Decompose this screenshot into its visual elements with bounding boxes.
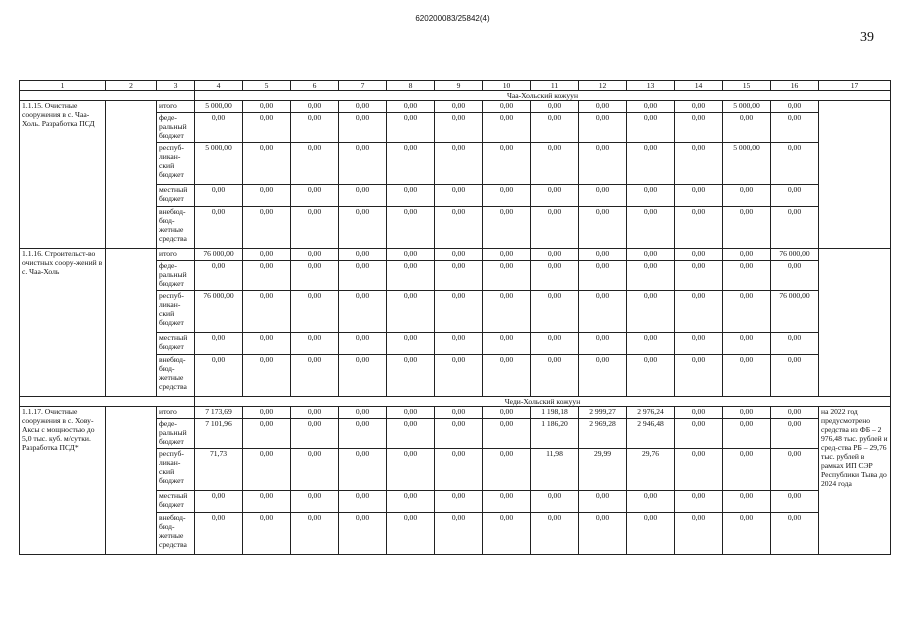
value-cell: 0,00: [723, 185, 771, 207]
value-cell: 0,00: [435, 355, 483, 397]
value-cell: 0,00: [435, 419, 483, 449]
value-cell: 0,00: [195, 185, 243, 207]
value-cell: 0,00: [723, 333, 771, 355]
project-note: [819, 101, 891, 249]
value-cell: 0,00: [243, 113, 291, 143]
value-cell: 0,00: [483, 407, 531, 419]
value-cell: 0,00: [675, 185, 723, 207]
value-cell: 0,00: [291, 407, 339, 419]
value-cell: 0,00: [579, 355, 627, 397]
value-cell: 0,00: [675, 407, 723, 419]
column-header: 15: [723, 81, 771, 91]
table-row: [20, 249, 891, 261]
value-cell: 0,00: [627, 491, 675, 513]
value-cell: 0,00: [291, 113, 339, 143]
value-cell: 0,00: [387, 291, 435, 333]
value-cell: 0,00: [771, 407, 819, 419]
value-cell: 0,00: [771, 261, 819, 291]
column-header: 5: [243, 81, 291, 91]
value-cell: 0,00: [195, 207, 243, 249]
value-cell: 0,00: [339, 207, 387, 249]
column-header: 8: [387, 81, 435, 91]
column-header: 6: [291, 81, 339, 91]
column-header: 3: [157, 81, 195, 91]
value-cell: 0,00: [387, 513, 435, 555]
value-cell: 0,00: [291, 333, 339, 355]
value-cell: 0,00: [339, 513, 387, 555]
value-cell: 0,00: [339, 291, 387, 333]
column-header: 1: [20, 81, 106, 91]
value-cell: 0,00: [627, 291, 675, 333]
section-title: Чаа-Хольский кожуун: [195, 91, 891, 101]
value-cell: 0,00: [291, 419, 339, 449]
column-header: 17: [819, 81, 891, 91]
column-2-cell: [106, 407, 157, 555]
funding-source: местный бюджет: [157, 333, 195, 355]
value-cell: 0,00: [579, 513, 627, 555]
value-cell: 0,00: [243, 261, 291, 291]
value-cell: 0,00: [675, 249, 723, 261]
value-cell: 0,00: [243, 185, 291, 207]
value-cell: 0,00: [579, 207, 627, 249]
value-cell: 0,00: [387, 261, 435, 291]
value-cell: 0,00: [675, 333, 723, 355]
value-cell: 0,00: [339, 407, 387, 419]
value-cell: 0,00: [627, 355, 675, 397]
value-cell: 0,00: [195, 491, 243, 513]
value-cell: 0,00: [387, 491, 435, 513]
value-cell: 0,00: [243, 513, 291, 555]
value-cell: 0,00: [579, 261, 627, 291]
value-cell: 5 000,00: [723, 143, 771, 185]
value-cell: 0,00: [675, 419, 723, 449]
column-header: 11: [531, 81, 579, 91]
value-cell: 0,00: [723, 261, 771, 291]
page-number: 39: [860, 30, 874, 45]
value-cell: 5 000,00: [195, 101, 243, 113]
value-cell: 0,00: [675, 355, 723, 397]
value-cell: 0,00: [627, 249, 675, 261]
value-cell: 2 999,27: [579, 407, 627, 419]
value-cell: 0,00: [771, 419, 819, 449]
value-cell: 0,00: [675, 449, 723, 491]
value-cell: 0,00: [531, 207, 579, 249]
value-cell: 0,00: [243, 407, 291, 419]
value-cell: 0,00: [387, 333, 435, 355]
value-cell: 0,00: [291, 491, 339, 513]
funding-source: внебюд-бюд-жетные средства: [157, 513, 195, 555]
project-name: 1.1.17. Очистные сооружения в с. Хову-Аксы с мощностью до 5,0 тыс. куб. м/сутки. Разработка ПСД*: [20, 407, 106, 555]
value-cell: 0,00: [483, 249, 531, 261]
column-header: 16: [771, 81, 819, 91]
value-cell: 0,00: [387, 249, 435, 261]
value-cell: 0,00: [435, 449, 483, 491]
value-cell: 0,00: [387, 407, 435, 419]
funding-source: респуб-ликан-ский бюджет: [157, 291, 195, 333]
value-cell: 0,00: [435, 185, 483, 207]
value-cell: 0,00: [771, 185, 819, 207]
funding-source: феде-ральный бюджет: [157, 261, 195, 291]
value-cell: 0,00: [339, 491, 387, 513]
value-cell: 2 969,28: [579, 419, 627, 449]
value-cell: 0,00: [627, 333, 675, 355]
funding-source: итого: [157, 407, 195, 419]
table-row: [20, 407, 891, 419]
header-row: [20, 81, 891, 91]
value-cell: 0,00: [627, 101, 675, 113]
value-cell: 0,00: [243, 101, 291, 113]
value-cell: 0,00: [387, 419, 435, 449]
column-header: 4: [195, 81, 243, 91]
value-cell: 0,00: [243, 249, 291, 261]
value-cell: 0,00: [579, 291, 627, 333]
value-cell: 0,00: [435, 261, 483, 291]
value-cell: 0,00: [531, 261, 579, 291]
value-cell: 0,00: [387, 449, 435, 491]
value-cell: 0,00: [675, 101, 723, 113]
value-cell: 0,00: [675, 291, 723, 333]
column-header: 7: [339, 81, 387, 91]
value-cell: 0,00: [627, 207, 675, 249]
column-2-cell: [106, 101, 157, 249]
value-cell: 0,00: [291, 101, 339, 113]
value-cell: 0,00: [579, 113, 627, 143]
budget-table: [19, 80, 891, 555]
value-cell: 0,00: [579, 185, 627, 207]
funding-source: феде-ральный бюджет: [157, 113, 195, 143]
value-cell: 0,00: [195, 261, 243, 291]
column-header: 14: [675, 81, 723, 91]
funding-source: респуб-ликан-ский бюджет: [157, 143, 195, 185]
section-row: [20, 397, 891, 407]
value-cell: 0,00: [339, 261, 387, 291]
funding-source: респуб-ликан-ский бюджет: [157, 449, 195, 491]
value-cell: 0,00: [771, 207, 819, 249]
value-cell: 0,00: [723, 249, 771, 261]
value-cell: 0,00: [579, 491, 627, 513]
value-cell: 0,00: [339, 185, 387, 207]
value-cell: 0,00: [435, 333, 483, 355]
value-cell: 0,00: [627, 261, 675, 291]
value-cell: 0,00: [195, 333, 243, 355]
value-cell: 0,00: [723, 355, 771, 397]
funding-source: итого: [157, 249, 195, 261]
value-cell: 0,00: [723, 407, 771, 419]
value-cell: 0,00: [627, 513, 675, 555]
project-note: на 2022 год предусмотрено средства из ФБ – 2 976,48 тыс. рублей и сред-ства РБ – 29,76 тыс. рублей в рамках ИП СЭР Республики Тыва до 2024 года: [819, 407, 891, 555]
section-row: [20, 91, 891, 101]
value-cell: 0,00: [195, 113, 243, 143]
value-cell: 0,00: [435, 491, 483, 513]
column-header: 12: [579, 81, 627, 91]
value-cell: 0,00: [243, 419, 291, 449]
project-name: 1.1.16. Строительст-во очистных соору-жений в с. Чаа-Холь: [20, 249, 106, 397]
value-cell: 0,00: [291, 449, 339, 491]
project-name: 1.1.15. Очистные сооружения в с. Чаа-Холь. Разработка ПСД: [20, 101, 106, 249]
value-cell: 0,00: [723, 207, 771, 249]
value-cell: 0,00: [387, 355, 435, 397]
section-title: Чеди-Хольский кожуун: [195, 397, 891, 407]
value-cell: 0,00: [771, 333, 819, 355]
value-cell: 0,00: [579, 333, 627, 355]
value-cell: 76 000,00: [195, 291, 243, 333]
value-cell: 0,00: [483, 113, 531, 143]
value-cell: 0,00: [723, 513, 771, 555]
value-cell: 0,00: [531, 143, 579, 185]
value-cell: 0,00: [291, 355, 339, 397]
value-cell: 0,00: [483, 355, 531, 397]
value-cell: 0,00: [483, 333, 531, 355]
value-cell: 7 173,69: [195, 407, 243, 419]
value-cell: 0,00: [339, 113, 387, 143]
value-cell: 0,00: [291, 261, 339, 291]
value-cell: 29,99: [579, 449, 627, 491]
value-cell: 11,98: [531, 449, 579, 491]
value-cell: 0,00: [627, 113, 675, 143]
column-header: 2: [106, 81, 157, 91]
value-cell: 71,73: [195, 449, 243, 491]
value-cell: 1 198,18: [531, 407, 579, 419]
value-cell: 0,00: [531, 333, 579, 355]
value-cell: 0,00: [195, 513, 243, 555]
value-cell: 0,00: [435, 407, 483, 419]
value-cell: 0,00: [291, 513, 339, 555]
value-cell: 0,00: [675, 513, 723, 555]
value-cell: 0,00: [531, 113, 579, 143]
value-cell: 0,00: [291, 249, 339, 261]
value-cell: 0,00: [579, 101, 627, 113]
value-cell: 0,00: [531, 355, 579, 397]
funding-source: внебюд-бюд-жетные средства: [157, 355, 195, 397]
value-cell: 0,00: [435, 513, 483, 555]
value-cell: 0,00: [483, 291, 531, 333]
value-cell: 0,00: [531, 101, 579, 113]
value-cell: 0,00: [483, 185, 531, 207]
value-cell: 2 976,24: [627, 407, 675, 419]
value-cell: 0,00: [483, 261, 531, 291]
value-cell: 0,00: [339, 419, 387, 449]
document-number: 620200083/25842(4): [415, 14, 490, 23]
value-cell: 0,00: [531, 249, 579, 261]
value-cell: 0,00: [483, 207, 531, 249]
value-cell: 0,00: [339, 355, 387, 397]
value-cell: 0,00: [771, 491, 819, 513]
value-cell: 76 000,00: [771, 249, 819, 261]
value-cell: 0,00: [723, 113, 771, 143]
value-cell: 0,00: [483, 101, 531, 113]
table-row: [20, 101, 891, 113]
value-cell: 0,00: [243, 143, 291, 185]
value-cell: 0,00: [243, 207, 291, 249]
value-cell: 0,00: [627, 185, 675, 207]
funding-source: внебюд-бюд-жетные средства: [157, 207, 195, 249]
column-header: 10: [483, 81, 531, 91]
value-cell: 0,00: [483, 419, 531, 449]
value-cell: 0,00: [483, 143, 531, 185]
value-cell: 0,00: [339, 449, 387, 491]
funding-source: местный бюджет: [157, 185, 195, 207]
value-cell: 0,00: [195, 355, 243, 397]
value-cell: 0,00: [387, 185, 435, 207]
value-cell: 0,00: [291, 207, 339, 249]
value-cell: 0,00: [435, 249, 483, 261]
value-cell: 0,00: [435, 207, 483, 249]
value-cell: 0,00: [291, 143, 339, 185]
value-cell: 0,00: [531, 291, 579, 333]
value-cell: 0,00: [723, 491, 771, 513]
value-cell: 0,00: [435, 101, 483, 113]
value-cell: 0,00: [531, 185, 579, 207]
value-cell: 5 000,00: [723, 101, 771, 113]
value-cell: 0,00: [723, 449, 771, 491]
value-cell: 0,00: [531, 513, 579, 555]
value-cell: 0,00: [291, 185, 339, 207]
value-cell: 0,00: [243, 491, 291, 513]
value-cell: 0,00: [771, 101, 819, 113]
project-note: [819, 249, 891, 397]
value-cell: 0,00: [675, 143, 723, 185]
value-cell: 0,00: [339, 249, 387, 261]
value-cell: 0,00: [723, 419, 771, 449]
column-header: 9: [435, 81, 483, 91]
value-cell: 0,00: [339, 333, 387, 355]
table-body: [20, 81, 891, 555]
value-cell: 0,00: [771, 113, 819, 143]
value-cell: 0,00: [771, 143, 819, 185]
value-cell: 0,00: [243, 355, 291, 397]
value-cell: 0,00: [291, 291, 339, 333]
value-cell: 0,00: [339, 143, 387, 185]
column-header: 13: [627, 81, 675, 91]
value-cell: 0,00: [243, 291, 291, 333]
value-cell: 0,00: [531, 491, 579, 513]
value-cell: 0,00: [339, 101, 387, 113]
value-cell: 0,00: [387, 143, 435, 185]
value-cell: 0,00: [675, 491, 723, 513]
funding-source: местный бюджет: [157, 491, 195, 513]
section-blank: [20, 397, 195, 407]
value-cell: 7 101,96: [195, 419, 243, 449]
value-cell: 76 000,00: [771, 291, 819, 333]
value-cell: 0,00: [435, 113, 483, 143]
value-cell: 0,00: [387, 207, 435, 249]
value-cell: 76 000,00: [195, 249, 243, 261]
value-cell: 0,00: [675, 207, 723, 249]
value-cell: 0,00: [771, 449, 819, 491]
value-cell: 0,00: [435, 143, 483, 185]
value-cell: 0,00: [579, 143, 627, 185]
value-cell: 1 186,20: [531, 419, 579, 449]
value-cell: 0,00: [243, 449, 291, 491]
value-cell: 5 000,00: [195, 143, 243, 185]
value-cell: 0,00: [483, 513, 531, 555]
value-cell: 2 946,48: [627, 419, 675, 449]
value-cell: 0,00: [243, 333, 291, 355]
value-cell: 0,00: [675, 261, 723, 291]
value-cell: 0,00: [483, 491, 531, 513]
value-cell: 0,00: [387, 113, 435, 143]
value-cell: 0,00: [675, 113, 723, 143]
value-cell: 0,00: [627, 143, 675, 185]
value-cell: 0,00: [723, 291, 771, 333]
section-blank: [20, 91, 195, 101]
value-cell: 0,00: [483, 449, 531, 491]
value-cell: 29,76: [627, 449, 675, 491]
column-2-cell: [106, 249, 157, 397]
value-cell: 0,00: [771, 513, 819, 555]
value-cell: 0,00: [435, 291, 483, 333]
value-cell: 0,00: [771, 355, 819, 397]
funding-source: итого: [157, 101, 195, 113]
value-cell: 0,00: [387, 101, 435, 113]
value-cell: 0,00: [579, 249, 627, 261]
funding-source: феде-ральный бюджет: [157, 419, 195, 449]
